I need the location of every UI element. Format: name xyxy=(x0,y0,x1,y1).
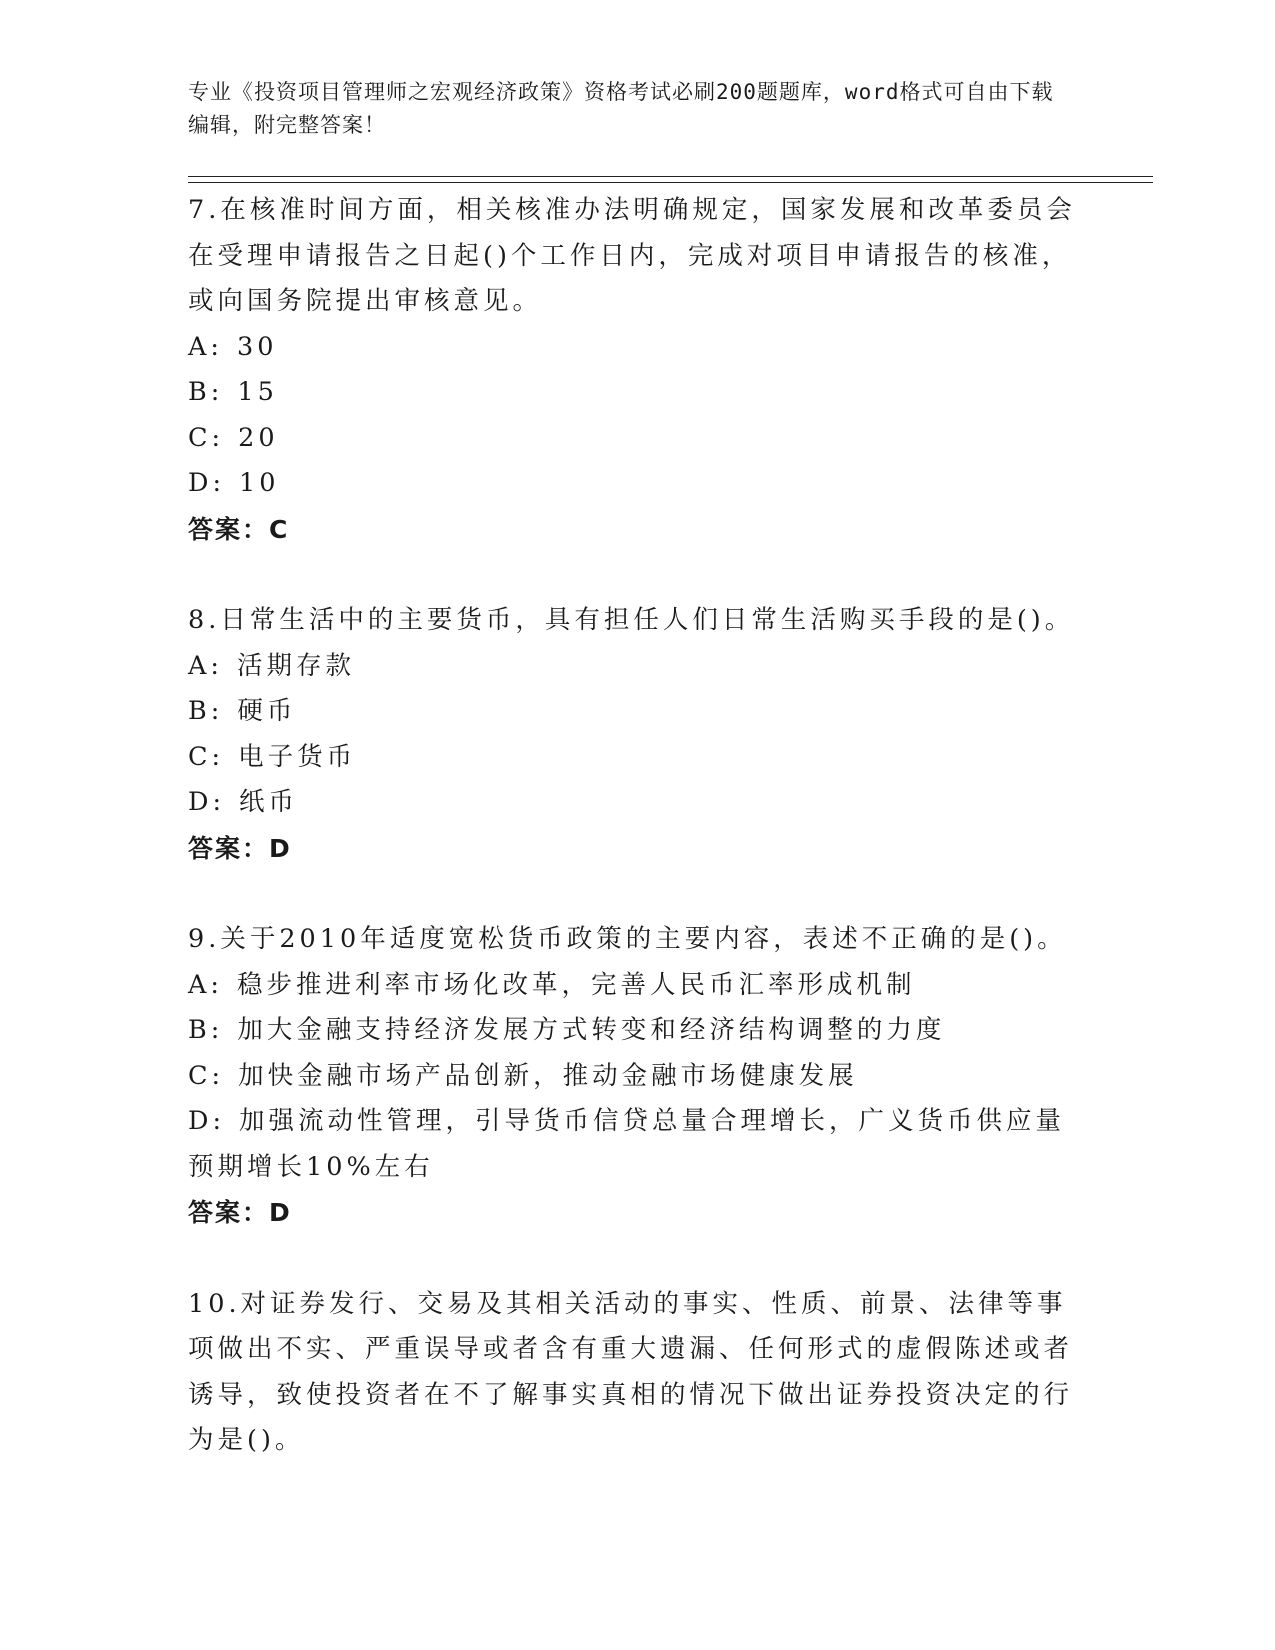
question-stem: 9.关于2010年适度宽松货币政策的主要内容，表述不正确的是()。 xyxy=(188,924,1067,954)
option-label: B: xyxy=(188,1015,224,1045)
option-a xyxy=(188,644,1088,690)
option-label: B: xyxy=(188,377,224,407)
option-text: 20 xyxy=(238,422,279,453)
option-label: C: xyxy=(188,741,225,772)
question-stem: 8.日常生活中的主要货币，具有担任人们日常生活购买手段的是()。 xyxy=(188,605,1075,635)
answer-line: 答案：D xyxy=(188,1198,292,1227)
option-label: B: xyxy=(188,696,224,726)
option-text: 纸币 xyxy=(239,787,299,817)
option-label: D: xyxy=(188,468,226,498)
question-stem: 10.对证券发行、交易及其相关活动的事实、性质、前景、法律等事项做出不实、严重误导或者含有重大遗漏、任何形式的虚假陈述或者诱导，致使投资者在不了解事实真相的情况下做出证券投资决定的行为是()。 xyxy=(188,1288,1074,1455)
header-rule-bottom xyxy=(188,182,1153,183)
option-text: 活期存款 xyxy=(237,650,356,681)
option-text: 加快金融市场产品创新，推动金融市场健康发展 xyxy=(238,1060,858,1091)
option-c xyxy=(188,416,1088,462)
option-c xyxy=(188,1054,1088,1100)
option-d xyxy=(188,1099,1088,1190)
question-9 xyxy=(188,917,1088,1236)
option-a xyxy=(188,963,1088,1009)
header-rule-top xyxy=(188,176,1153,177)
option-text: 15 xyxy=(237,377,278,407)
option-text: 稳步推进利率市场化改革，完善人民币汇率形成机制 xyxy=(237,969,916,1000)
question-stem: 7.在核准时间方面，相关核准办法明确规定，国家发展和改革委员会在受理申请报告之日起()个工作日内，完成对项目申请报告的核准，或向国务院提出审核意见。 xyxy=(188,195,1076,316)
option-c xyxy=(188,735,1088,781)
option-label: D: xyxy=(188,787,226,817)
option-label: D: xyxy=(188,1106,226,1136)
option-d xyxy=(188,461,1088,507)
option-d xyxy=(188,780,1088,826)
option-b xyxy=(188,1008,1088,1054)
option-text: 加大金融支持经济发展方式转变和经济结构调整的力度 xyxy=(237,1015,946,1045)
answer-line: 答案：D xyxy=(188,833,292,863)
option-label: C: xyxy=(188,422,225,453)
option-text: 电子货币 xyxy=(238,741,357,772)
document-header: 专业《投资项目管理师之宏观经济政策》资格考试必刷200题题库，word格式可自由下载编辑，附完整答案！ xyxy=(188,80,1054,137)
option-b xyxy=(188,370,1088,416)
option-text: 加强流动性管理，引导货币信贷总量合理增长，广义货币供应量预期增长10%左右 xyxy=(188,1106,1066,1182)
option-a xyxy=(188,325,1088,371)
option-label: A: xyxy=(188,969,224,1000)
option-text: 30 xyxy=(237,331,278,362)
option-text: 10 xyxy=(239,468,280,498)
option-b xyxy=(188,689,1088,735)
answer-line: 答案：C xyxy=(188,514,290,544)
question-list xyxy=(188,188,1088,1510)
question-7 xyxy=(188,188,1088,552)
option-label: A: xyxy=(188,331,224,362)
question-10 xyxy=(188,1282,1088,1464)
option-label: A: xyxy=(188,650,224,681)
question-8 xyxy=(188,598,1088,871)
option-label: C: xyxy=(188,1060,225,1091)
option-text: 硬币 xyxy=(237,696,297,726)
